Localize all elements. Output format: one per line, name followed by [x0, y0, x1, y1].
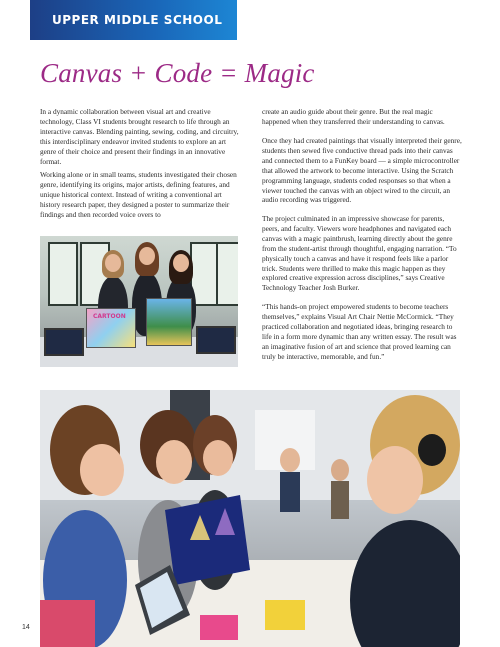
- paragraph-left-1: In a dynamic collaboration between visual art and creative technology, Class VI students brought research to life through an interactive canvas. Blending painting, sewing, coding, and circuitry, this interdisciplinary endeavor invited students to explore an art genre of their choice and present their findings in an innovative format.: [40, 107, 239, 166]
- student-face: [105, 254, 121, 272]
- painted-canvas: [86, 308, 136, 348]
- article-title: Canvas + Code = Magic: [40, 58, 315, 88]
- student-face: [80, 444, 124, 496]
- paragraph-left-2: Working alone or in small teams, students investigated their chosen genre, identifying its origins, major artists, defining features, and unique historical context. Instead of writing a conventional art history research paper, they designed a poster to summarize their findings and then recorded voice overs to: [40, 170, 237, 219]
- student-face: [173, 254, 189, 272]
- page-number: 14: [22, 624, 30, 631]
- paper-art: [200, 615, 238, 640]
- classroom-scene: [40, 390, 460, 647]
- student-face: [139, 247, 155, 265]
- paragraph-right-1: create an audio guide about their genre. But the real magic happened when they transferred their understanding to canvas.: [262, 107, 445, 126]
- adult-face: [280, 448, 300, 472]
- paragraph-right-4: “This hands-on project empowered students to become teachers themselves,” explains Visual Art Chair Nettie McCormick. “They practiced collaboration and negotiated ideas, bringing research to life in a form more dynamic than any written essay. The result was an imaginative fusion of art and science that proved learning can truly be interactive, memorable, and fun.”: [262, 302, 457, 361]
- student-shirt: [350, 520, 460, 647]
- laptop: [196, 326, 236, 354]
- adult-face: [331, 459, 349, 481]
- students-canvas-photo: [40, 236, 238, 367]
- window: [48, 242, 78, 306]
- window: [216, 242, 238, 306]
- adult-shirt: [331, 481, 349, 519]
- paper-art: [265, 600, 305, 630]
- paper-art: [40, 600, 95, 647]
- adult-shirt: [280, 472, 300, 512]
- section-label: UPPER MIDDLE SCHOOL: [52, 13, 223, 27]
- student-face: [203, 440, 233, 476]
- student-face: [367, 446, 423, 514]
- classroom-showcase-photo: [40, 390, 460, 647]
- paragraph-right-2: Once they had created paintings that visually interpreted their genre, students then sewed five conductive thread pads into their canvas and connected them to a FunKey board — a simple microcontroller that allowed the artwork to become interactive. Using the Scratch programming language, students coded responses so that when a viewer touched the canvas with an object wired to the circuit, an audio recording was triggered.: [262, 136, 462, 205]
- painted-canvas: [146, 298, 192, 346]
- laptop: [44, 328, 84, 356]
- student-face: [156, 440, 192, 484]
- headphones-icon: [418, 434, 446, 466]
- canvas-text: CARTOON: [93, 313, 126, 320]
- paragraph-right-3: The project culminated in an impressive showcase for parents, peers, and faculty. Viewers wore headphones and navigated each canvas with a magic paintbrush, learning directly about the genre from the student-artist through thoughtful, engaging narration. “To physically touch a canvas and have it respond feels like a parlor trick. Students were thrilled to make this magic happen as they explored creative expression across disciplines,” says Creative Technology Teacher Josh Burker.: [262, 214, 457, 293]
- section-banner: [30, 0, 237, 40]
